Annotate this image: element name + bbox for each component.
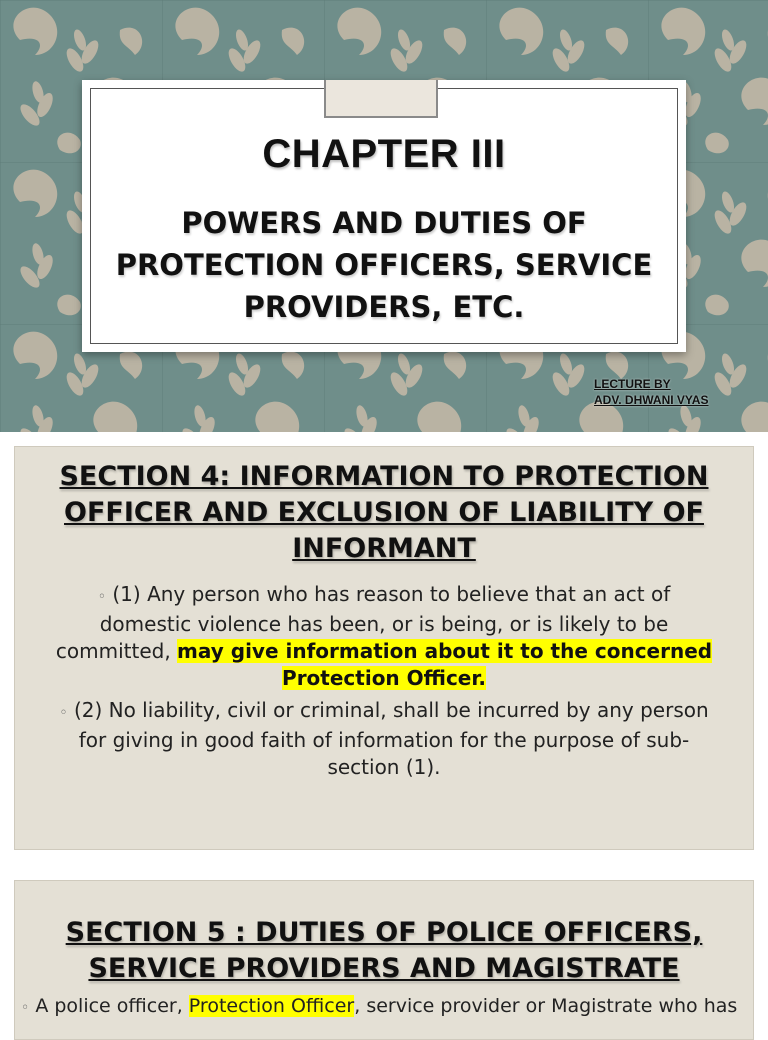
lecture-by-label: LECTURE BY xyxy=(594,377,671,391)
title-card-tab xyxy=(324,80,438,118)
clause-prefix: A police officer, xyxy=(35,995,189,1017)
section-4-clause-2 xyxy=(55,697,713,781)
lecturer-credit xyxy=(594,376,708,408)
section-4-slide xyxy=(14,446,754,850)
section-4-heading: SECTION 4: INFORMATION TO PROTECTION OFFICER AND EXCLUSION OF LIABILITY OF INFORMANT xyxy=(59,461,709,564)
section-5-heading: SECTION 5 : DUTIES OF POLICE OFFICERS, SERVICE PROVIDERS AND MAGISTRATE xyxy=(65,917,703,984)
bullet-icon: ◦ xyxy=(21,1000,30,1016)
bullet-icon: ◦ xyxy=(97,589,107,605)
clause-1-highlight: may give information about it to the concerned Protection Officer. xyxy=(177,639,713,690)
title-slide xyxy=(0,0,768,432)
clause-suffix: , service provider or Magistrate who has xyxy=(354,995,738,1017)
title-card xyxy=(82,80,686,352)
clause-highlight: Protection Officer xyxy=(188,995,355,1017)
clause-1-text: (1) Any person who has reason to believe that an act of domestic violence has been, or is being, or is likely to be committed, xyxy=(55,582,671,663)
clause-2-text: (2) No liability, civil or criminal, shall be incurred by any person for giving in good faith of information for the purpose of sub-section (1). xyxy=(73,698,709,779)
section-5-slide xyxy=(14,880,754,1040)
chapter-subtitle: POWERS AND DUTIES OF PROTECTION OFFICERS, SERVICE PROVIDERS, ETC. xyxy=(115,206,653,324)
chapter-title: CHAPTER III xyxy=(262,132,506,176)
section-5-clause-1 xyxy=(21,993,753,1021)
lecturer-name: ADV. DHWANI VYAS xyxy=(594,393,709,407)
bullet-icon: ◦ xyxy=(59,705,68,721)
section-4-clause-1 xyxy=(55,581,713,692)
